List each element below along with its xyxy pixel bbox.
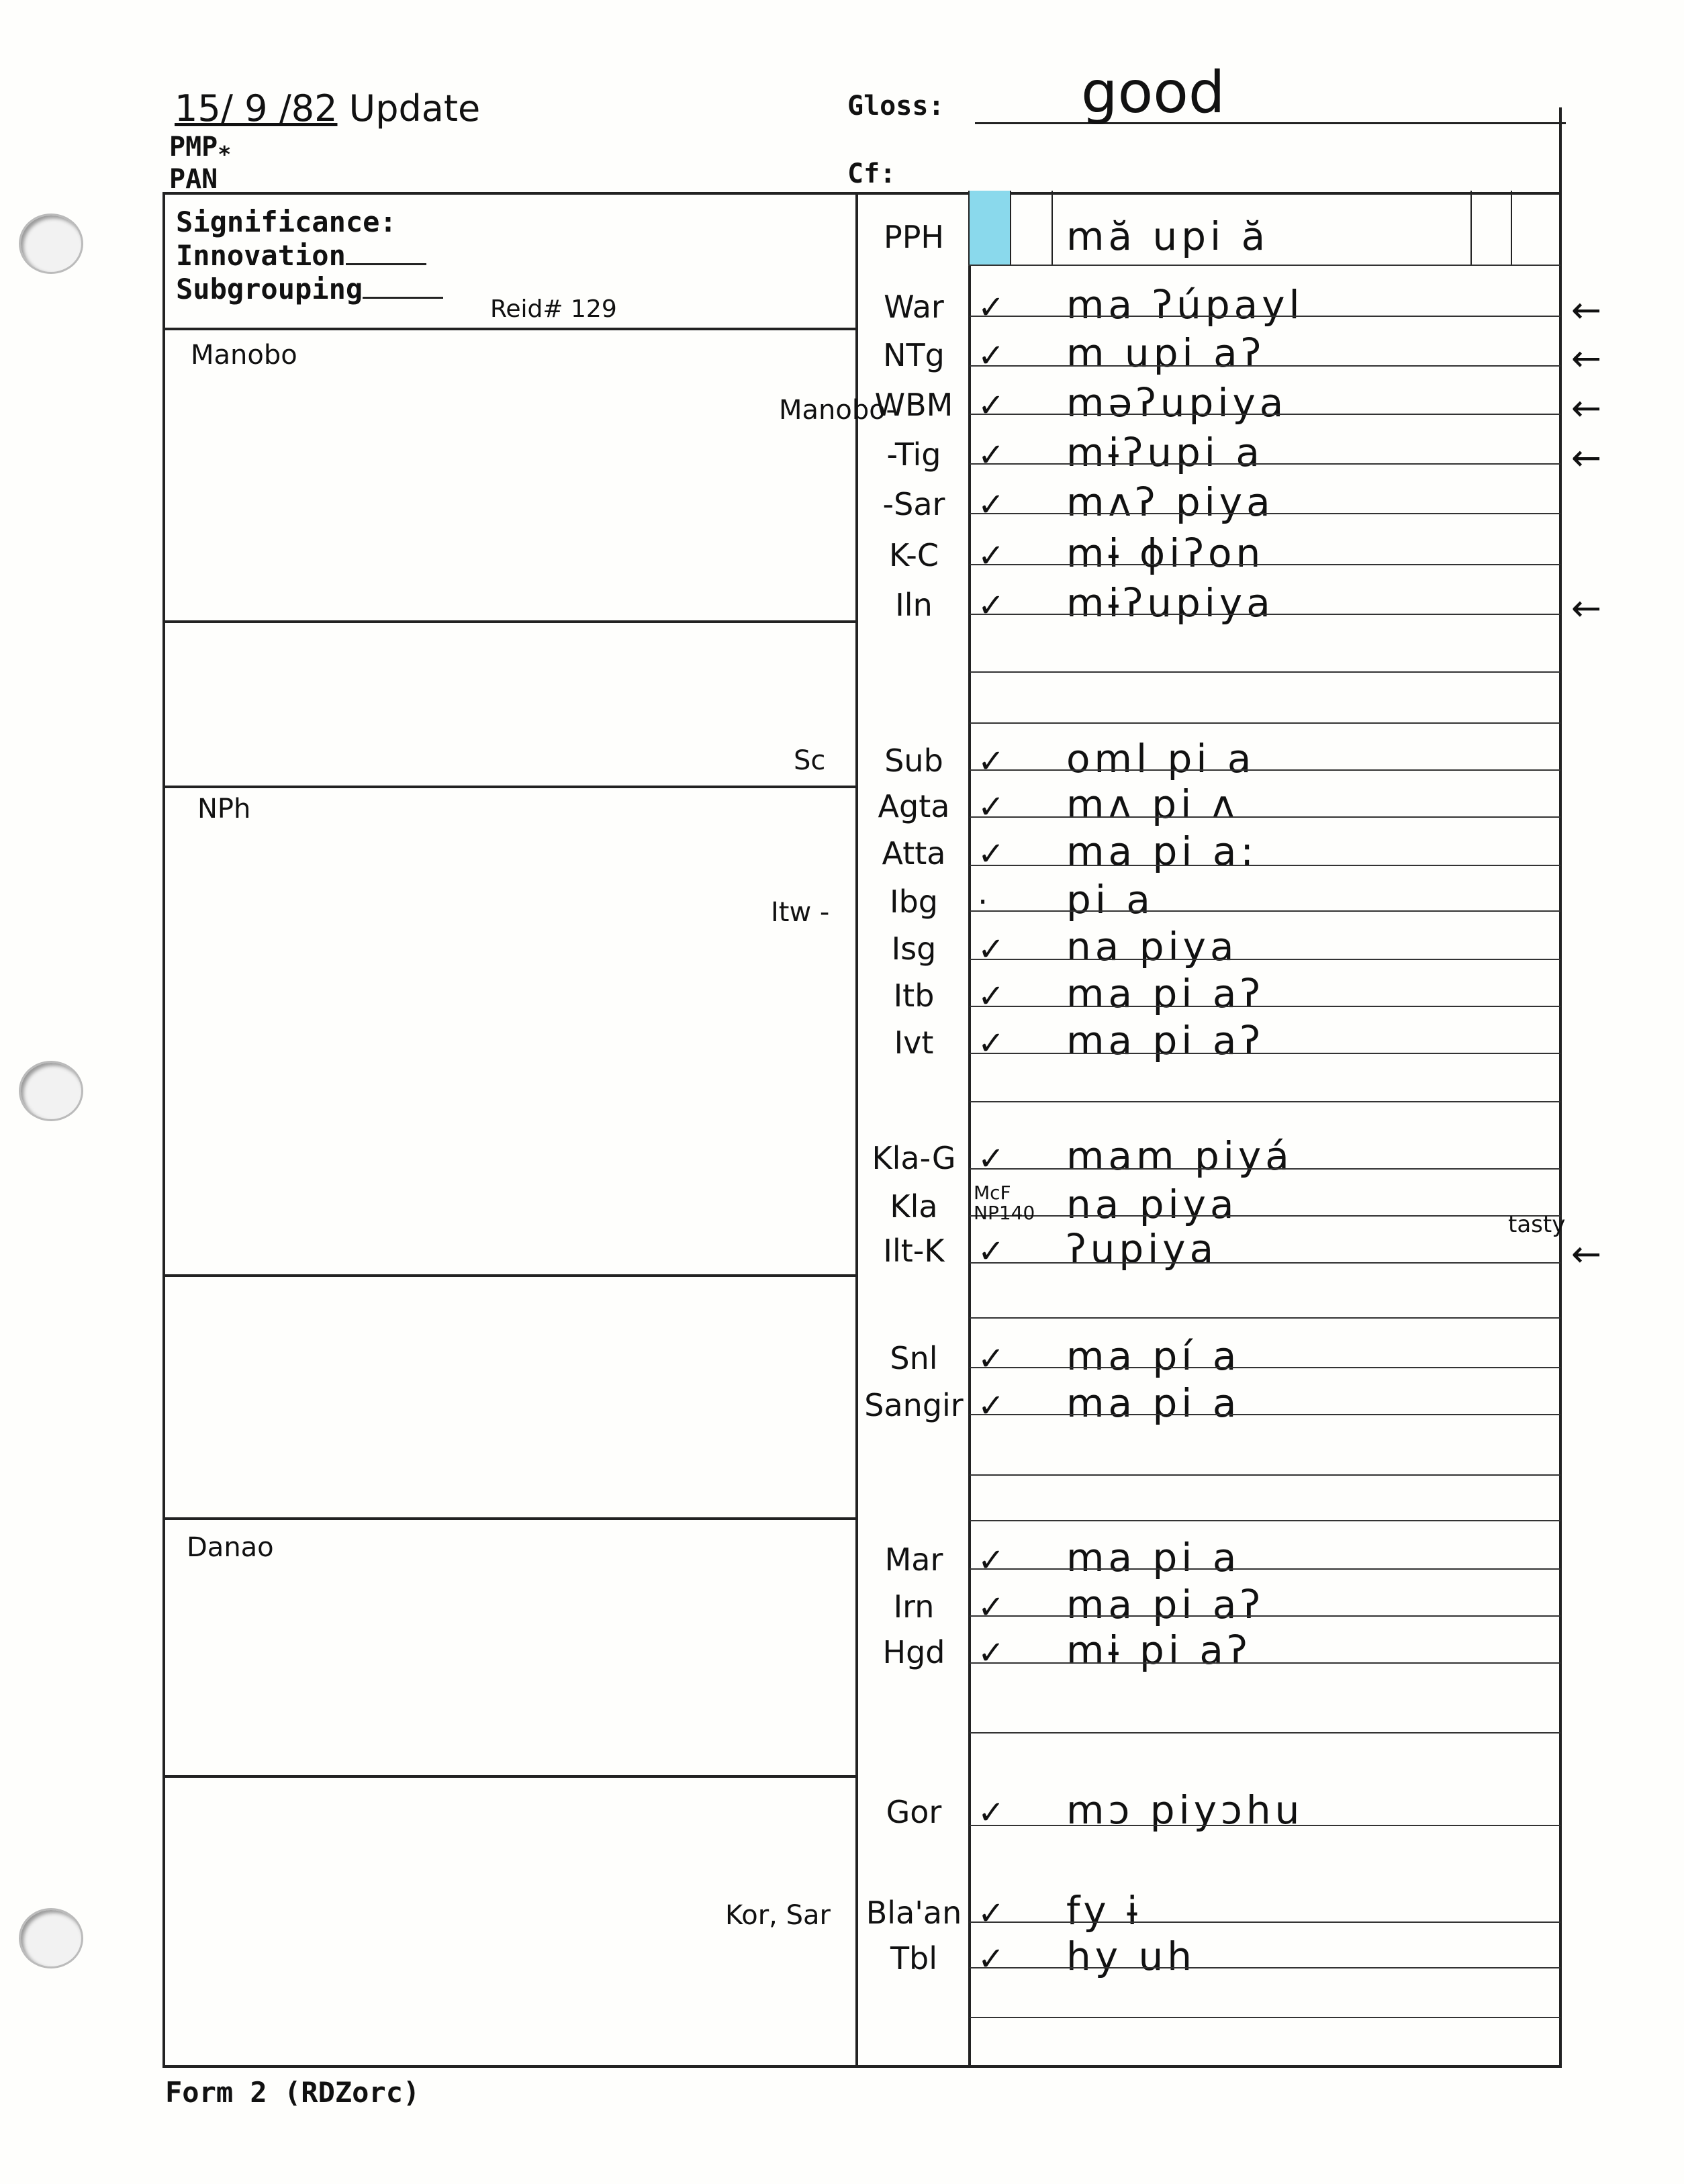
ruled-line	[970, 463, 1560, 465]
ruled-line	[970, 769, 1560, 771]
binder-hole-top	[19, 213, 83, 274]
ruled-line	[970, 1921, 1560, 1923]
frame-top	[162, 192, 1562, 195]
reflex-form: mɨ pi aʔ	[1066, 1627, 1252, 1673]
ruled-line	[970, 2017, 1560, 2018]
frame-bottom	[162, 2065, 1562, 2068]
pph-form: mă upi ă	[1066, 213, 1270, 259]
reflex-form: ma pi a	[1066, 1535, 1241, 1580]
reid-number: Reid# 129	[490, 295, 617, 323]
ruled-line	[970, 1568, 1560, 1570]
reflex-form: ma pi a:	[1066, 828, 1258, 874]
ruled-line	[970, 722, 1560, 724]
arrow-icon: ←	[1571, 587, 1602, 629]
check-mark: ✓	[978, 537, 1005, 575]
ruled-line	[970, 414, 1560, 415]
check-mark: ✓	[978, 978, 1005, 1015]
pph-grid-line	[1470, 191, 1472, 266]
language-code: Ilt-K	[883, 1233, 945, 1269]
check-mark: ✓	[978, 486, 1005, 524]
pph-grid-line	[1051, 191, 1053, 266]
check-mark: ✓	[978, 387, 1005, 424]
arrow-icon: ←	[1571, 337, 1602, 379]
ruled-line	[970, 1732, 1560, 1734]
reflex-form: pi a	[1066, 877, 1154, 922]
check-mark: ·	[978, 884, 988, 921]
language-code: Sangir	[864, 1387, 964, 1423]
language-code: -Sar	[882, 486, 945, 522]
reflex-form: na piya	[1066, 1182, 1238, 1227]
language-code: Hgd	[882, 1634, 945, 1670]
group-danao: Danao	[187, 1532, 274, 1563]
language-code: -Tig	[886, 436, 941, 473]
check-mark: ✓	[978, 1588, 1005, 1626]
check-mark: ✓	[978, 289, 1005, 326]
subgrouping-label: Subgrouping	[176, 273, 363, 305]
language-code: Gor	[886, 1794, 942, 1830]
side-manobo: Manobo-	[779, 395, 896, 426]
frame-right	[1559, 107, 1562, 2067]
group-nph: NPh	[197, 794, 251, 824]
significance-title: Significance:	[176, 205, 397, 238]
check-mark: ✓	[978, 337, 1005, 375]
ruled-line	[970, 614, 1560, 615]
reflex-form: mam piyá	[1066, 1133, 1293, 1179]
reflex-form: ma pí a	[1066, 1333, 1241, 1379]
pph-code: PPH	[883, 219, 945, 255]
code-column-left	[855, 192, 858, 2067]
language-code: Atta	[882, 835, 946, 871]
reflex-form: ma pi aʔ	[1066, 1018, 1264, 1063]
arrow-icon: ←	[1571, 289, 1602, 331]
date: 15/ 9 /82	[175, 87, 338, 130]
check-mark: ✓	[978, 788, 1005, 826]
language-code: Itb	[893, 978, 935, 1014]
pph-row-bottom	[968, 265, 1560, 266]
language-code: Snl	[890, 1340, 938, 1376]
check-mark: ✓	[978, 1541, 1005, 1579]
binder-hole-middle	[19, 1061, 83, 1121]
form-footer: Form 2 (RDZorc)	[165, 2076, 420, 2109]
divider-bottom	[162, 1775, 857, 1778]
reflex-form: mɨ ɸiʔon	[1066, 530, 1265, 576]
language-code: K-C	[888, 537, 939, 573]
check-mark: ✓	[978, 436, 1005, 474]
language-code: Kla	[890, 1188, 938, 1225]
reflex-form: ma ʔúpayl	[1066, 282, 1304, 328]
ruled-line	[970, 316, 1560, 317]
check-mark: ✓	[978, 587, 1005, 624]
ruled-line	[970, 1474, 1560, 1476]
language-code: Agta	[878, 788, 950, 824]
check-mark: ✓	[978, 1895, 1005, 1932]
check-mark: ✓	[978, 1634, 1005, 1672]
ruled-line	[970, 865, 1560, 866]
side-kor-sar: Kor, Sar	[725, 1900, 831, 1931]
ruled-line	[970, 1662, 1560, 1664]
arrow-icon: ←	[1571, 1233, 1602, 1275]
update-label: Update	[348, 87, 481, 130]
gloss-underline	[975, 122, 1566, 124]
side-itw: Itw -	[771, 897, 830, 928]
divider-significance	[162, 328, 857, 330]
reflex-form: na piya	[1066, 924, 1238, 969]
reflex-form: mʌʔ piya	[1066, 479, 1274, 525]
ruled-line	[970, 564, 1560, 565]
divider-manobo	[162, 620, 857, 623]
arrow-icon: ←	[1571, 436, 1602, 479]
check-mark: ✓	[978, 743, 1005, 780]
ruled-line	[970, 1367, 1560, 1368]
language-code: Ibg	[890, 884, 938, 920]
check-mark: ✓	[978, 1140, 1005, 1178]
arrow-icon: ←	[1571, 387, 1602, 429]
ruled-line	[970, 365, 1560, 367]
reflex-form: hy uh	[1066, 1934, 1197, 1979]
reflex-form: ma pi aʔ	[1066, 971, 1264, 1016]
innovation-blank	[346, 263, 426, 265]
reflex-form: fy ɨ	[1066, 1888, 1142, 1934]
reflex-form: ma pi aʔ	[1066, 1582, 1264, 1627]
frame-left	[162, 192, 165, 2067]
language-code: Isg	[891, 931, 937, 967]
ruled-line	[970, 910, 1560, 912]
ruled-line	[970, 1053, 1560, 1054]
gloss-label: Gloss:	[847, 91, 945, 122]
check-mark: ✓	[978, 1340, 1005, 1378]
language-code: Iln	[895, 587, 933, 623]
language-code: Kla-G	[872, 1140, 956, 1176]
subgrouping-blank	[363, 297, 443, 299]
language-code: NTg	[883, 337, 945, 373]
language-code: WBM	[874, 387, 953, 423]
check-mark: ✓	[978, 835, 1005, 873]
reflex-form: mɨʔupiya	[1066, 580, 1274, 626]
side-sc: Sc	[794, 745, 826, 776]
cf-label: Cf:	[847, 158, 896, 189]
reflex-form: ma pi a	[1066, 1380, 1241, 1426]
binder-hole-bottom	[19, 1908, 83, 1968]
ruled-line	[970, 1215, 1560, 1217]
kla-gloss-note: tasty	[1508, 1211, 1566, 1238]
language-code: War	[884, 289, 944, 325]
ruled-line	[970, 1101, 1560, 1102]
ruled-line	[970, 959, 1560, 960]
ruled-line	[970, 671, 1560, 673]
reflex-form: ʔupiya	[1066, 1226, 1218, 1272]
pan-label: PAN	[169, 164, 218, 195]
check-mark: ✓	[978, 1025, 1005, 1062]
check-mark: ✓	[978, 1940, 1005, 1978]
reflex-form: mɨʔupi a	[1066, 430, 1264, 475]
check-mark: ✓	[978, 1233, 1005, 1270]
significance-block	[176, 205, 443, 306]
ruled-line	[970, 513, 1560, 514]
ruled-line	[970, 1414, 1560, 1415]
pph-grid-line	[1511, 191, 1512, 266]
ruled-line	[970, 1967, 1560, 1968]
reflex-form: oml pi a	[1066, 736, 1256, 781]
divider-nph	[162, 786, 857, 788]
language-code: Tbl	[890, 1940, 938, 1977]
date-update	[175, 87, 480, 130]
pph-grid-line	[1010, 191, 1011, 266]
language-code: Bla'an	[866, 1895, 962, 1931]
innovation-label: Innovation	[176, 239, 346, 272]
reflex-form: məʔupiya	[1066, 380, 1288, 426]
check-mark: ✓	[978, 931, 1005, 968]
pmp-label: $PMP_*$	[169, 132, 232, 167]
ruled-line	[970, 1520, 1560, 1521]
divider-danao	[162, 1517, 857, 1520]
ruled-line	[970, 1168, 1560, 1170]
ruled-line	[970, 1317, 1560, 1319]
ruled-line	[970, 1262, 1560, 1264]
reflex-form: mɔ piyɔhu	[1066, 1787, 1304, 1833]
reflex-form: mʌ pi ʌ	[1066, 781, 1239, 827]
pph-highlight-cell	[970, 191, 1010, 266]
language-code: Sub	[884, 743, 943, 779]
ruled-line	[970, 1006, 1560, 1007]
language-code: Irn	[893, 1588, 935, 1625]
ruled-line	[970, 1825, 1560, 1826]
check-mark: ✓	[978, 1794, 1005, 1832]
ruled-line	[970, 816, 1560, 818]
divider-mid	[162, 1274, 857, 1277]
check-mark: ✓	[978, 1387, 1005, 1425]
group-manobo: Manobo	[191, 340, 297, 371]
language-code: Mar	[884, 1541, 943, 1578]
reflex-form: m upi aʔ	[1066, 330, 1266, 376]
ruled-line	[970, 1615, 1560, 1617]
kla-source-note: McF NP140	[974, 1182, 1035, 1224]
language-code: Ivt	[894, 1025, 934, 1061]
gloss-value: good	[1081, 59, 1225, 126]
